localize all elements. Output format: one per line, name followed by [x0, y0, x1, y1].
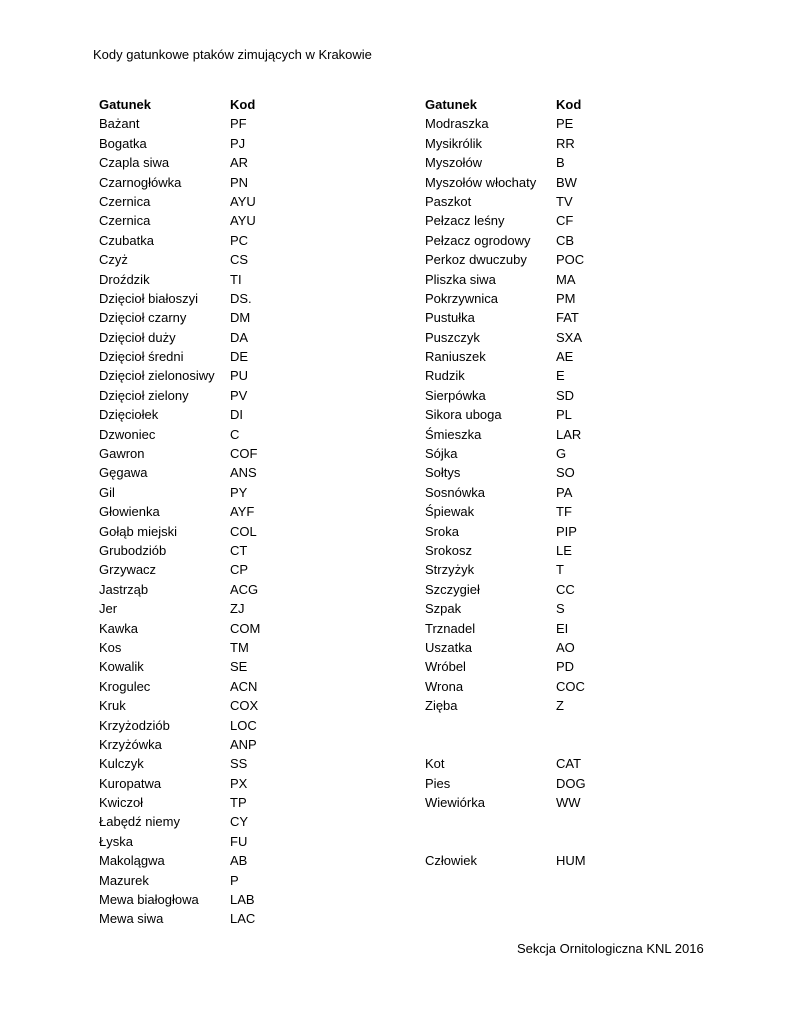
column-header-species: Gatunek: [99, 97, 152, 112]
species-code: PE: [556, 116, 574, 132]
table-row: [99, 580, 290, 599]
species-code: PF: [230, 116, 247, 132]
table-row: [99, 638, 290, 657]
species-code: DE: [230, 349, 249, 365]
table-row: [99, 754, 290, 773]
species-name: Rudzik: [425, 368, 465, 384]
table-row: [425, 754, 616, 773]
table-row: [425, 657, 616, 676]
species-name: Myszołów: [425, 155, 483, 171]
table-row: [425, 270, 616, 289]
table-row: [425, 444, 616, 463]
table-row: [99, 735, 290, 754]
table-row: [99, 231, 290, 250]
table-row: [425, 134, 616, 153]
species-code: B: [556, 155, 565, 171]
table-body-left: [99, 114, 290, 928]
species-code: AYU: [230, 213, 256, 229]
species-name: Czyż: [99, 252, 128, 268]
table-row: [99, 425, 290, 444]
species-code: ACG: [230, 581, 259, 597]
species-code: AR: [230, 155, 249, 171]
species-name: Dzięcioł średni: [99, 349, 184, 365]
table-row: [425, 812, 616, 831]
species-code: [556, 716, 616, 735]
species-name: Dzięciołek: [99, 407, 159, 423]
table-row: [425, 366, 616, 385]
species-code: CB: [556, 232, 575, 248]
species-code: AE: [556, 349, 574, 365]
table-row: [425, 289, 616, 308]
species-name: Kwiczoł: [99, 795, 144, 811]
table-row: [425, 211, 616, 230]
species-name: Kawka: [99, 620, 139, 636]
table-row: [99, 134, 290, 153]
species-code: COL: [230, 523, 257, 539]
species-code: LE: [556, 542, 572, 558]
species-name: Zięba: [425, 698, 458, 714]
species-code: AB: [230, 853, 248, 869]
species-name: Sierpówka: [425, 387, 486, 403]
species-name: Perkoz dwuczuby: [425, 252, 527, 268]
species-code: PM: [556, 290, 576, 306]
species-code: C: [230, 426, 240, 442]
species-code: [556, 735, 616, 754]
table-row: [425, 851, 616, 870]
table-row: [99, 347, 290, 366]
species-code: PIP: [556, 523, 577, 539]
species-code: PD: [556, 659, 575, 675]
table-row: [99, 173, 290, 192]
species-table-left: [99, 95, 290, 929]
species-code: CS: [230, 252, 249, 268]
species-name: Śpiewak: [425, 504, 475, 520]
species-name: Gawron: [99, 446, 145, 462]
table-row: [425, 560, 616, 579]
species-name: Czarnogłówka: [99, 174, 182, 190]
table-row: [425, 153, 616, 172]
species-name: Kuropatwa: [99, 775, 162, 791]
table-row: [99, 463, 290, 482]
table-row: [99, 851, 290, 870]
species-code: AYF: [230, 504, 255, 520]
species-name: Sójka: [425, 446, 458, 462]
species-code: TP: [230, 795, 247, 811]
species-name: Gęgawa: [99, 465, 148, 481]
species-name: Makolągwa: [99, 853, 165, 869]
species-code: DM: [230, 310, 251, 326]
species-name: Trznadel: [425, 620, 476, 636]
species-code: CY: [230, 814, 249, 830]
species-name: Pełzacz ogrodowy: [425, 232, 531, 248]
table-row: [425, 832, 616, 851]
table-row: [99, 832, 290, 851]
species-name: Pokrzywnica: [425, 290, 498, 306]
page-title: Kody gatunkowe ptaków zimujących w Krakowie: [93, 47, 372, 62]
table-row: [99, 696, 290, 715]
species-code: COX: [230, 698, 259, 714]
species-name: Paszkot: [425, 193, 472, 209]
table-row: [99, 812, 290, 831]
table-row: [425, 114, 616, 133]
table-row: [425, 173, 616, 192]
table-row: [99, 502, 290, 521]
table-row: [425, 735, 616, 754]
species-name: Mazurek: [99, 872, 149, 888]
species-name: Sroka: [425, 523, 459, 539]
species-code: AYU: [230, 193, 256, 209]
table-row: [425, 386, 616, 405]
species-code: ANS: [230, 465, 257, 481]
table-row: [425, 250, 616, 269]
species-name: Mewa białogłowa: [99, 892, 199, 908]
table-row: [425, 677, 616, 696]
species-name: Kos: [99, 639, 122, 655]
table-row: [99, 405, 290, 424]
species-name: Gołąb miejski: [99, 523, 178, 539]
species-name: Czernica: [99, 213, 151, 229]
species-name: Jastrząb: [99, 581, 149, 597]
species-code: AO: [556, 639, 575, 655]
column-header-code: Kod: [556, 97, 582, 112]
table-row: [425, 483, 616, 502]
species-code: WW: [556, 795, 581, 811]
table-row: [425, 638, 616, 657]
table-row: [99, 541, 290, 560]
table-row: [99, 657, 290, 676]
species-code: FAT: [556, 310, 579, 326]
species-name: Łabędź niemy: [99, 814, 180, 830]
table-row: [99, 270, 290, 289]
species-code: BW: [556, 174, 577, 190]
species-name: Droździk: [99, 271, 150, 287]
species-code: CAT: [556, 756, 582, 772]
species-code: ZJ: [230, 601, 245, 617]
species-name: Bażant: [99, 116, 140, 132]
table-row: [99, 677, 290, 696]
species-code: LAR: [556, 426, 582, 442]
species-code: P: [230, 872, 239, 888]
species-code: PX: [230, 775, 248, 791]
species-name: Kowalik: [99, 659, 144, 675]
species-name: [425, 832, 556, 851]
species-code: SE: [230, 659, 248, 675]
species-code: LOC: [230, 717, 257, 733]
species-code: DS.: [230, 290, 252, 306]
species-name: Szpak: [425, 601, 462, 617]
species-name: Strzyżyk: [425, 562, 475, 578]
species-name: Sikora uboga: [425, 407, 502, 423]
species-code: LAC: [230, 911, 256, 927]
species-name: Uszatka: [425, 639, 472, 655]
species-code: PA: [556, 484, 573, 500]
species-name: Wróbel: [425, 659, 466, 675]
table-row: [99, 250, 290, 269]
species-code: PC: [230, 232, 249, 248]
table-row: [425, 231, 616, 250]
table-row: [99, 483, 290, 502]
table-row: [99, 871, 290, 890]
species-name: Grzywacz: [99, 562, 157, 578]
species-name: Łyska: [99, 833, 133, 849]
species-name: Dzięcioł duży: [99, 329, 176, 345]
table-row: [99, 619, 290, 638]
species-code: CF: [556, 213, 574, 229]
species-name: Mewa siwa: [99, 911, 164, 927]
species-name: Gil: [99, 484, 115, 500]
species-name: Czernica: [99, 193, 151, 209]
species-name: Mysikrólik: [425, 135, 483, 151]
table-row: [99, 211, 290, 230]
table-header-row: [425, 95, 616, 114]
species-name: Dzięcioł czarny: [99, 310, 187, 326]
species-code: TM: [230, 639, 249, 655]
table-row: [99, 522, 290, 541]
species-name: Wiewiórka: [425, 795, 485, 811]
species-name: Szczygieł: [425, 581, 480, 597]
species-code: SS: [230, 756, 248, 772]
column-header-species: Gatunek: [425, 97, 478, 112]
species-name: Kot: [425, 756, 445, 772]
species-code: PN: [230, 174, 249, 190]
species-name: Kruk: [99, 698, 126, 714]
species-code: SO: [556, 465, 575, 481]
species-code: DOG: [556, 775, 586, 791]
species-code: COM: [230, 620, 261, 636]
table-row: [425, 580, 616, 599]
species-code: E: [556, 368, 565, 384]
table-row: [99, 153, 290, 172]
species-name: Modraszka: [425, 116, 489, 132]
table-row: [425, 463, 616, 482]
species-code: PJ: [230, 135, 246, 151]
table-row: [99, 599, 290, 618]
species-name: [425, 716, 556, 735]
species-code: DI: [230, 407, 243, 423]
species-name: Jer: [99, 601, 118, 617]
table-row: [425, 405, 616, 424]
species-name: Krogulec: [99, 678, 151, 694]
species-code: T: [556, 562, 564, 578]
table-row: [425, 793, 616, 812]
table-header-row: [99, 95, 290, 114]
species-code: ACN: [230, 678, 258, 694]
table-row: [99, 308, 290, 327]
species-name: Sosnówka: [425, 484, 485, 500]
species-name: Pełzacz leśny: [425, 213, 505, 229]
table-row: [425, 774, 616, 793]
table-row: [99, 909, 290, 928]
species-name: Raniuszek: [425, 349, 486, 365]
species-name: Głowienka: [99, 504, 160, 520]
species-code: CC: [556, 581, 575, 597]
species-name: Puszczyk: [425, 329, 480, 345]
table-row: [425, 425, 616, 444]
table-row: [425, 696, 616, 715]
page-footer: Sekcja Ornitologiczna KNL 2016: [517, 941, 704, 956]
table-row: [425, 502, 616, 521]
table-row: [99, 560, 290, 579]
table-row: [99, 366, 290, 385]
species-code: HUM: [556, 853, 586, 869]
species-code: CT: [230, 542, 248, 558]
species-code: PY: [230, 484, 248, 500]
species-code: Z: [556, 698, 564, 714]
species-code: CP: [230, 562, 249, 578]
table-row: [99, 192, 290, 211]
species-table-right: [425, 95, 616, 871]
table-row: [425, 522, 616, 541]
species-name: Grubodziób: [99, 542, 167, 558]
species-name: Krzyżodziób: [99, 717, 170, 733]
species-code: POC: [556, 252, 585, 268]
species-code: SD: [556, 387, 575, 403]
table-body-right: [425, 114, 616, 870]
species-name: Czapla siwa: [99, 155, 170, 171]
species-name: Pies: [425, 775, 451, 791]
species-name: Dzięcioł zielony: [99, 387, 189, 403]
species-name: Pliszka siwa: [425, 271, 496, 287]
species-name: Krzyżówka: [99, 736, 162, 752]
species-name: Czubatka: [99, 232, 154, 248]
table-row: [99, 386, 290, 405]
column-header-code: Kod: [230, 97, 256, 112]
species-name: Pustułka: [425, 310, 475, 326]
species-code: RR: [556, 135, 575, 151]
species-name: [425, 812, 556, 831]
species-code: COF: [230, 446, 258, 462]
table-row: [425, 347, 616, 366]
species-name: [425, 735, 556, 754]
table-row: [99, 114, 290, 133]
table-row: [425, 328, 616, 347]
species-name: Srokosz: [425, 542, 472, 558]
species-code: MA: [556, 271, 576, 287]
table-row: [425, 541, 616, 560]
table-row: [99, 289, 290, 308]
species-code: TV: [556, 193, 573, 209]
species-name: Sołtys: [425, 465, 461, 481]
table-row: [99, 890, 290, 909]
species-code: TI: [230, 271, 242, 287]
table-row: [99, 328, 290, 347]
table-row: [99, 793, 290, 812]
table-row: [99, 444, 290, 463]
species-code: PV: [230, 387, 248, 403]
species-name: Dzięcioł białoszyi: [99, 290, 198, 306]
species-name: Kulczyk: [99, 756, 144, 772]
table-row: [425, 619, 616, 638]
species-code: [556, 812, 616, 831]
species-name: Myszołów włochaty: [425, 174, 537, 190]
species-code: SXA: [556, 329, 583, 345]
table-row: [425, 192, 616, 211]
species-code: FU: [230, 833, 248, 849]
species-name: Śmieszka: [425, 426, 482, 442]
species-name: Wrona: [425, 678, 464, 694]
species-code: TF: [556, 504, 572, 520]
species-name: Dzwoniec: [99, 426, 156, 442]
species-code: DA: [230, 329, 249, 345]
species-code: EI: [556, 620, 569, 636]
table-row: [99, 716, 290, 735]
species-code: PL: [556, 407, 572, 423]
species-code: PU: [230, 368, 249, 384]
species-code: LAB: [230, 892, 255, 908]
table-row: [99, 774, 290, 793]
species-code: ANP: [230, 736, 257, 752]
species-code: S: [556, 601, 565, 617]
species-name: Dzięcioł zielonosiwy: [99, 368, 215, 384]
table-row: [425, 599, 616, 618]
species-name: Bogatka: [99, 135, 147, 151]
table-row: [425, 308, 616, 327]
table-row: [425, 716, 616, 735]
species-code: COC: [556, 678, 585, 694]
species-name: Człowiek: [425, 853, 478, 869]
species-code: [556, 832, 616, 851]
species-code: G: [556, 446, 567, 462]
